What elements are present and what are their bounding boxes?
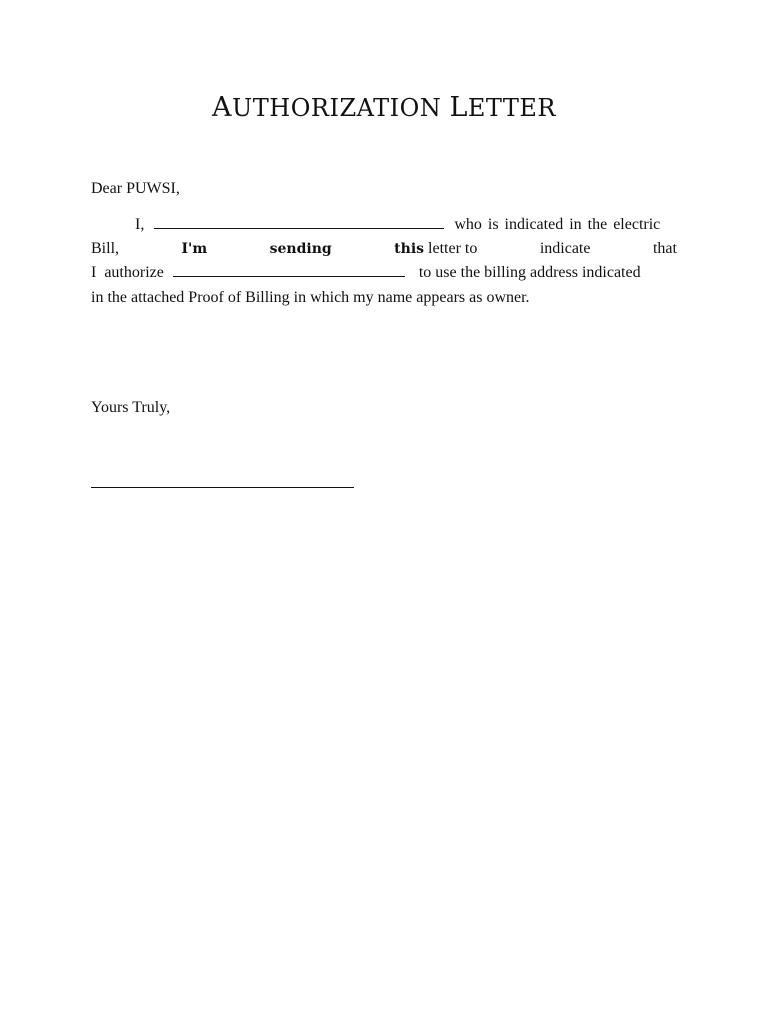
body-line-1-end: who is indicated in the electric: [454, 216, 661, 233]
word-indicate: indicate: [539, 240, 591, 257]
closing: Yours Truly,: [91, 399, 171, 416]
word-bill: Bill,: [91, 240, 120, 257]
body-line-4: in the attached Proof of Billing in which my name appears as owner.: [91, 289, 530, 306]
body-line-3-start: I authorize: [91, 264, 164, 281]
body-line-1: [91, 213, 677, 237]
word-this: this: [394, 241, 425, 257]
name-blank-field[interactable]: [154, 213, 444, 229]
word-that: that: [652, 240, 677, 257]
signature-line[interactable]: [91, 487, 354, 488]
word-im: I'm: [181, 241, 208, 257]
body-line-3: [91, 261, 677, 285]
body-line-2: [91, 237, 677, 261]
word-group-this-letter: [394, 237, 477, 261]
body-line-1-start: I,: [135, 216, 145, 233]
salutation: Dear PUWSI,: [91, 180, 180, 197]
authorized-person-blank-field[interactable]: [173, 261, 405, 277]
body-line-3-end: to use the billing address indicated: [418, 264, 641, 281]
word-sending: sending: [269, 241, 332, 257]
letter-title: AUTHORIZATION LETTER: [212, 92, 556, 123]
word-letter-to: letter to: [428, 240, 478, 257]
